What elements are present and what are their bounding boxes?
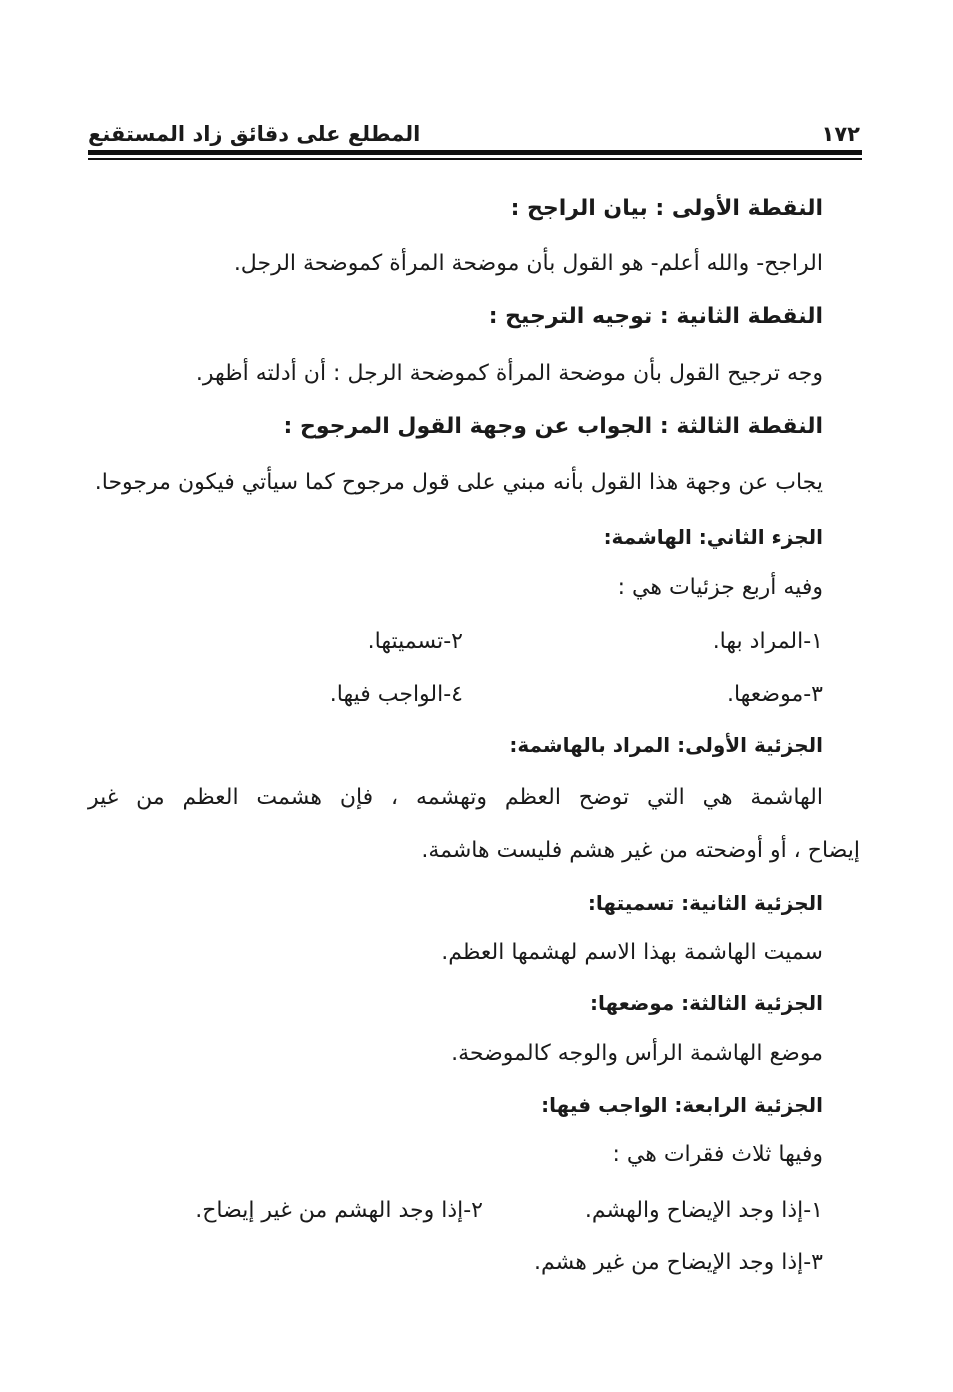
part2-item-4: ٤-الواجب فيها. [329,682,463,707]
point2-text: وجه ترجيح القول بأن موضحة المرأة كموضحة الرجل : أن أدلته أظهر. [195,361,823,386]
header-rule-thin [88,158,862,160]
header-rule-thick [88,150,862,155]
part2-item-3: ٣-موضعها. [726,682,823,707]
page-number: ١٧٢ [821,122,860,146]
point1-text: الراجح- والله أعلم- هو القول بأن موضحة المرأة كموضحة الرجل. [233,251,823,276]
sub3-text: موضع الهاشمة الرأس والوجه كالموضحة. [451,1041,823,1066]
part2-item-2: ٢-تسميتها. [367,629,463,654]
sub4-item-3: ٣-إذا وجد الإيضاح من غير هشم. [534,1250,823,1275]
running-title: المطلع على دقائق زاد المستقنع [88,122,421,146]
part2-heading: الجزء الثاني: الهاشمة: [603,525,823,549]
point3-text: يجاب عن وجهة هذا القول بأنه مبني على قول مرجوح كما سيأتي فيكون مرجوحا. [94,470,823,495]
sub4-intro: وفيها ثلاث فقرات هي : [612,1142,823,1167]
point1-heading: النقطة الأولى : بيان الراجح : [510,196,823,221]
sub2-heading: الجزئية الثانية: تسميتها: [587,891,823,915]
point3-heading: النقطة الثالثة : الجواب عن وجهة القول المرجوح : [283,414,823,439]
sub4-heading: الجزئية الرابعة: الواجب فيها: [541,1093,823,1117]
page-header [88,112,860,150]
sub1-heading: الجزئية الأولى: المراد بالهاشمة: [509,733,823,757]
part2-intro: وفيه أربع جزئيات هي : [617,575,823,600]
sub3-heading: الجزئية الثالثة: موضعها: [589,991,823,1015]
sub2-text: سميت الهاشمة بهذا الاسم لهشمها العظم. [441,940,823,965]
sub4-item-2: ٢-إذا وجد الهشم من غير إيضاح. [195,1198,483,1223]
sub4-item-1: ١-إذا وجد الإيضاح والهشم. [584,1198,823,1223]
sub1-text-line2: إيضاح ، أو أوضحته من غير هشم فليست هاشمة. [421,838,860,863]
sub1-text-line1: الهاشمة هي التي توضح العظم وتهشمه ، فإن هشمت العظم من غير [88,785,823,810]
point2-heading: النقطة الثانية : توجيه الترجيح : [488,304,823,329]
part2-item-1: ١-المراد بها. [712,629,823,654]
